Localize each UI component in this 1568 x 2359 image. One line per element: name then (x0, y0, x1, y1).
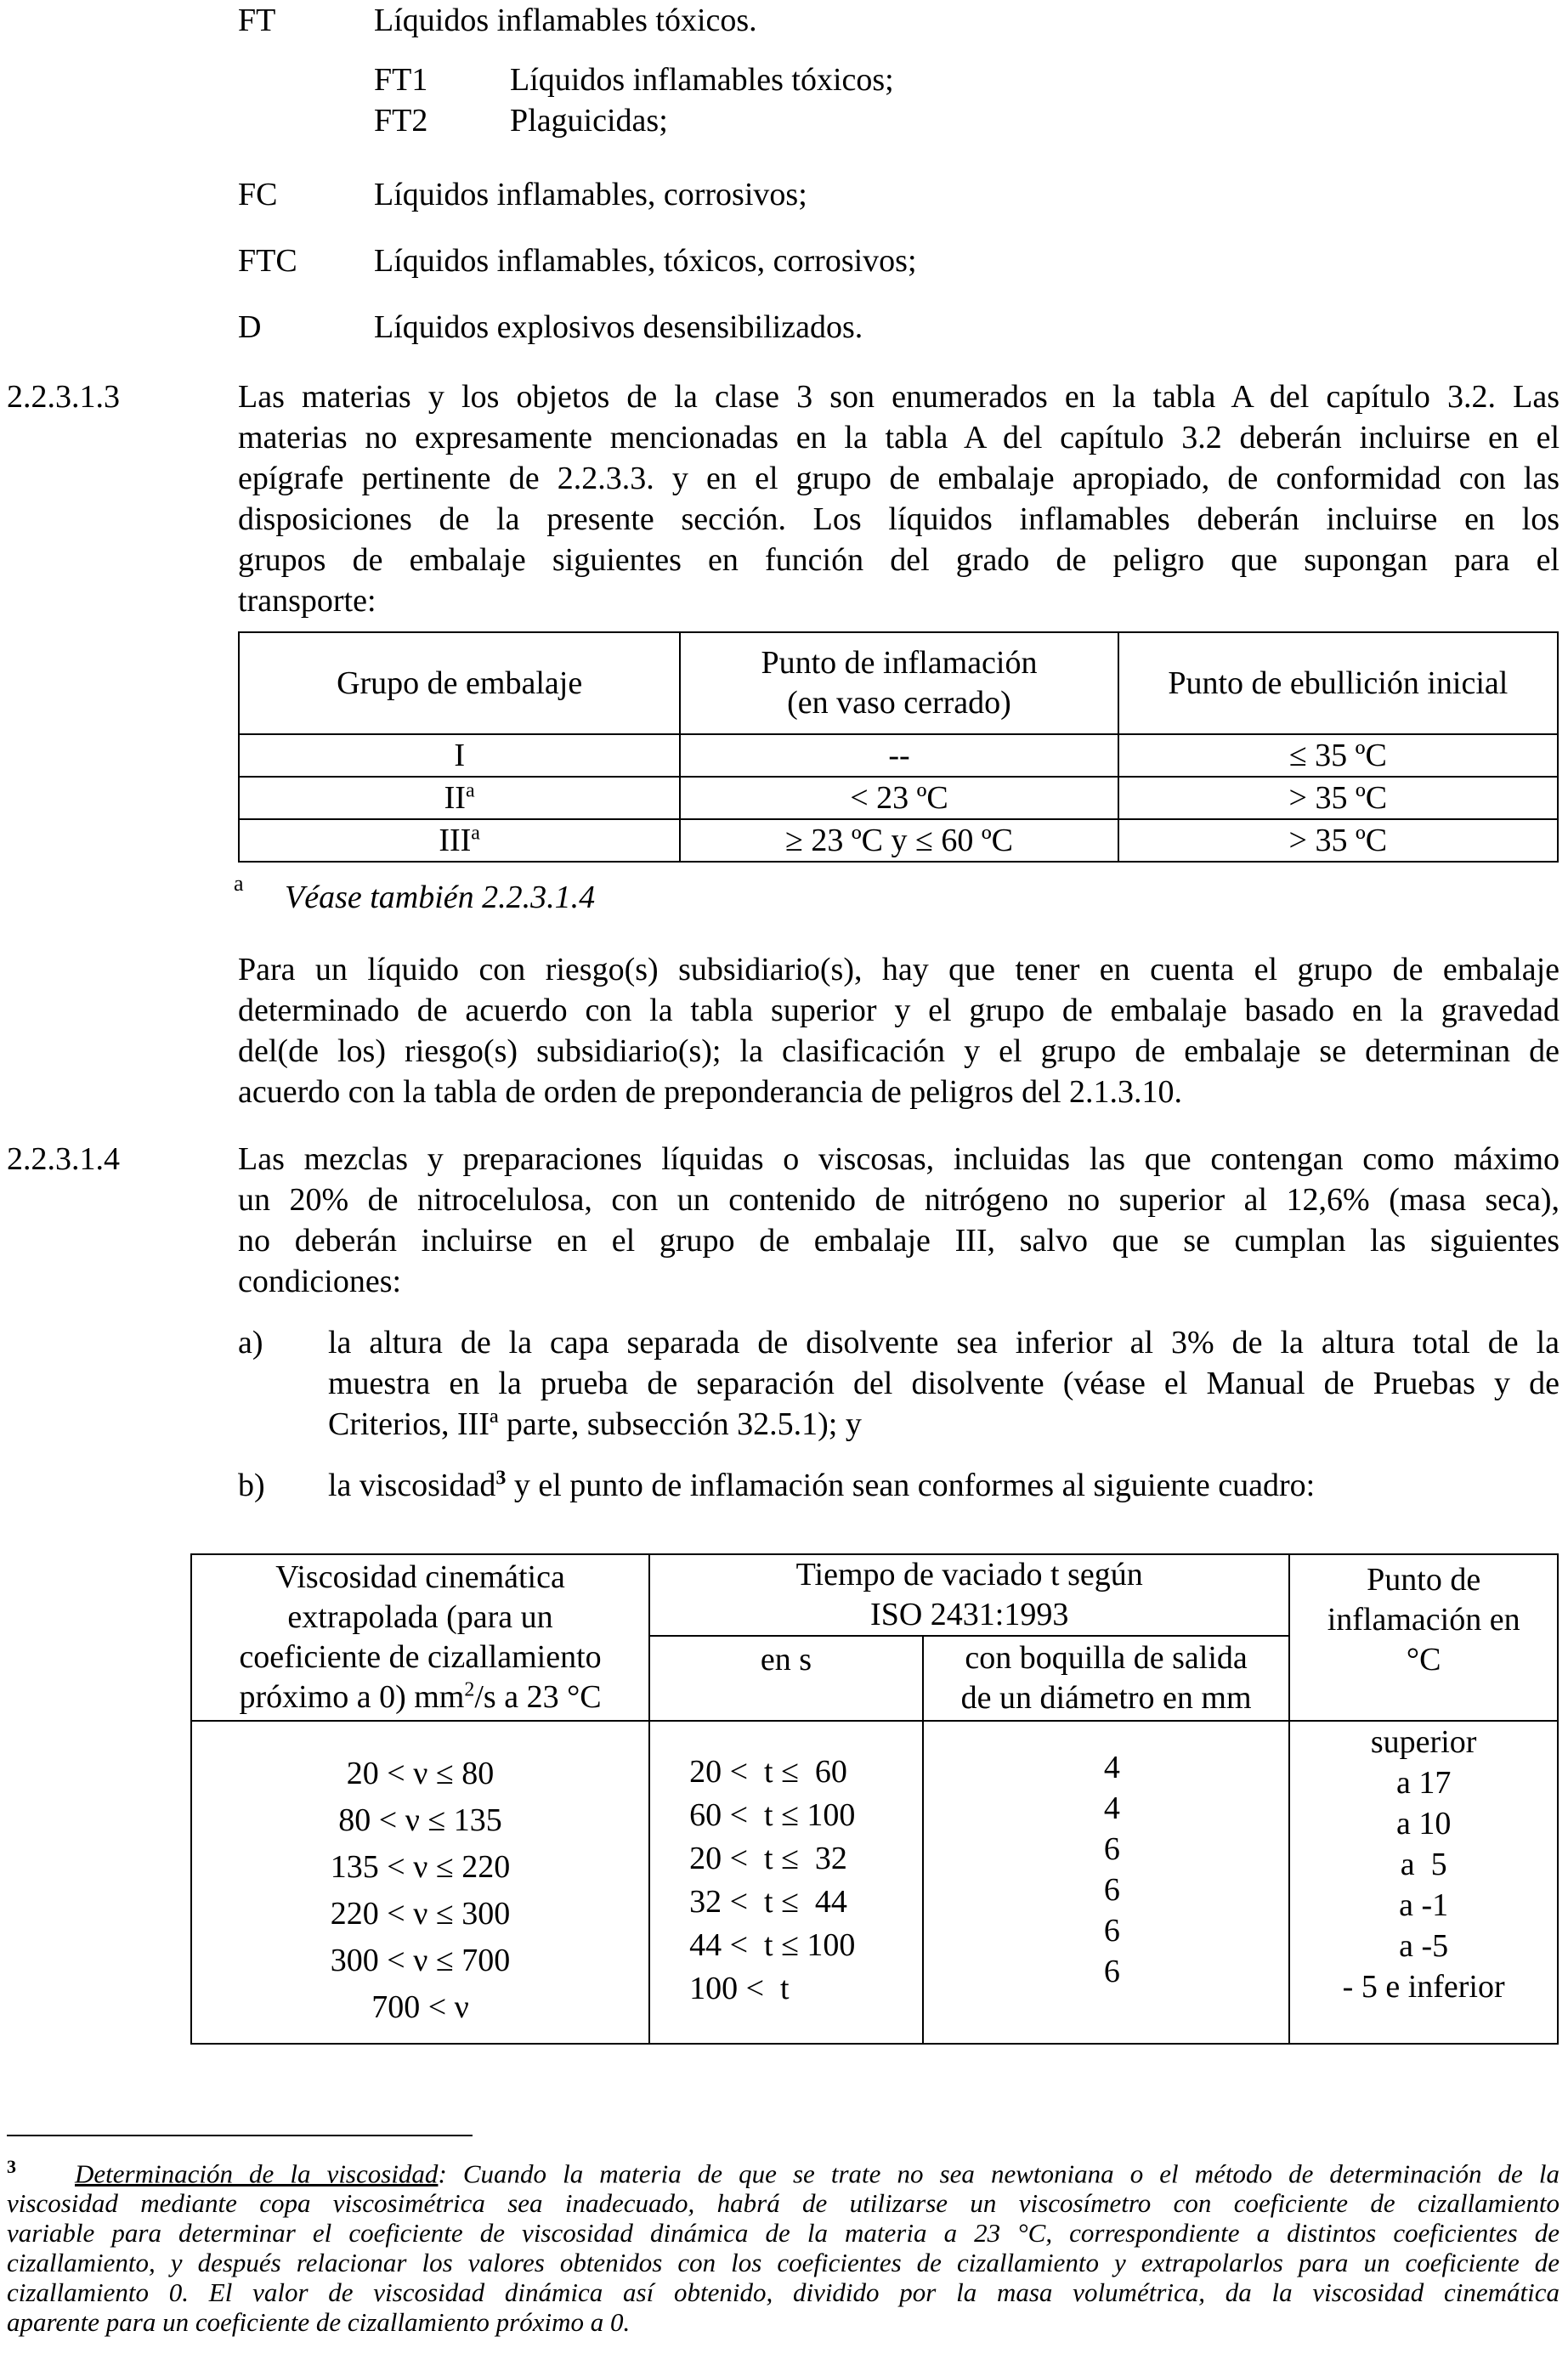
code-ft-desc: Líquidos inflamables tóxicos. (374, 3, 757, 38)
header-flash-point-line1: Punto de inflamación (761, 645, 1038, 681)
flow-time-range: 20 < t ≤ 32 (689, 1841, 847, 1876)
flow-time-range: 44 < t ≤ 100 (689, 1927, 856, 1963)
section-number-2231-3: 2.2.3.1.3 (7, 379, 120, 415)
boil-cell: > 35 ºC (1118, 777, 1558, 819)
item-b-label: b) (238, 1468, 265, 1503)
table-header-row (191, 1554, 1558, 1636)
flow-time-range: 20 < t ≤ 60 (689, 1754, 847, 1790)
flash-value: - 5 e inferior (1342, 1969, 1505, 2005)
code-ft2-desc: Plaguicidas; (510, 103, 668, 139)
text-line: Las materias y los objetos de la clase 3 son enumerados en la tabla A del capítulo 3.2. Las (238, 379, 1560, 415)
nozzle-diameters (923, 1721, 1289, 2044)
flow-time-ranges (649, 1721, 923, 2044)
footnote-line: aparente para un coeficiente de cizallamiento próximo a 0. (7, 2307, 631, 2338)
flash-value: a 10 (1395, 1806, 1452, 1841)
header-viscosity-unit-post: /s a 23 °C (474, 1679, 602, 1715)
flash-value: a -1 (1399, 1887, 1449, 1923)
flash-values (1289, 1721, 1558, 2044)
group-cell (239, 734, 680, 777)
header-flash-point-line2: (en vaso cerrado) (787, 685, 1011, 721)
subsidiary-risk-paragraph (238, 949, 1560, 1112)
flash-value: superior (1370, 1724, 1477, 1760)
header-flow-time-line: Tiempo de vaciado t según (795, 1557, 1143, 1592)
text-line: condiciones: (238, 1264, 402, 1299)
flow-time-range: 100 < t (689, 1971, 790, 2006)
header-flow-time-line: ISO 2431:1993 (870, 1597, 1069, 1632)
boil-cell: ≤ 35 ºC (1118, 734, 1558, 777)
item-b-text-pre: la viscosidad (328, 1468, 496, 1503)
code-d-desc: Líquidos explosivos desensibilizados. (374, 309, 863, 345)
text-line: determinado de acuerdo con la tabla superior y el grupo de embalaje basado en la gravedad (238, 993, 1560, 1028)
text-line: disposiciones de la presente sección. Los líquidos inflamables deberán incluirse en los (238, 501, 1560, 537)
viscosity-range: 80 < ν ≤ 135 (338, 1802, 502, 1838)
table-row (239, 819, 1558, 862)
text-line: materias no expresamente mencionadas en la tabla A del capítulo 3.2 deberán incluirse en el (238, 420, 1560, 455)
nozzle-diameter: 6 (1103, 1831, 1120, 1867)
group-cell (239, 777, 680, 819)
header-flash-point (680, 632, 1118, 734)
header-seconds: en s (649, 1636, 923, 1721)
header-flash (1289, 1554, 1558, 1721)
nozzle-diameter: 6 (1103, 1913, 1120, 1949)
item-b-text (328, 1465, 1315, 1506)
text-line: un 20% de nitrocelulosa, con un contenido de nitrógeno no superior al 12,6% (masa seca), (238, 1182, 1560, 1218)
flash-value: a 5 (1400, 1847, 1447, 1882)
item-b-text-post: y el punto de inflamación sean conformes al siguiente cuadro: (506, 1468, 1316, 1503)
note-mark: a (465, 778, 475, 801)
text-line: la altura de la capa separada de disolvente sea inferior al 3% de la altura total de la (328, 1325, 1560, 1361)
text-line: del(de los) riesgo(s) subsidiario(s); la clasificación y el grupo de embalaje se determinan de (238, 1033, 1560, 1069)
header-flow-time (649, 1554, 1289, 1636)
viscosity-range: 700 < ν (371, 1989, 469, 2025)
code-ft2: FT2 (374, 103, 428, 139)
nozzle-diameter: 6 (1103, 1872, 1120, 1908)
footnote-line: variable para determinar el coeficiente de viscosidad dinámica de la materia a 23 °C, correspondiente a distintos coeficientes de (7, 2218, 1560, 2249)
code-ft1: FT1 (374, 62, 428, 98)
footnote-title: Determinación de la viscosidad (75, 2158, 439, 2189)
footnote-line: viscosidad mediante copa viscosimétrica sea inadecuado, habrá de utilizarse un viscosímetro con coeficiente de cizallamiento (7, 2188, 1560, 2219)
section-2231-4-text (238, 1139, 1560, 1302)
section-2231-3-text (238, 376, 1560, 621)
superscript: 2 (464, 1678, 475, 1701)
footnote-line: cizallamiento 0. El valor de viscosidad dinámica así obtenido, dividido por la masa volumétrica, da la viscosidad cinemática (7, 2277, 1560, 2308)
flash-value: a -5 (1399, 1928, 1449, 1964)
flash-cell: ≥ 23 ºC y ≤ 60 ºC (680, 819, 1118, 862)
nozzle-diameter: 4 (1103, 1790, 1120, 1826)
header-flash-line: inflamación en (1327, 1602, 1520, 1638)
viscosity-ranges (191, 1721, 649, 2044)
code-fc: FC (238, 177, 278, 212)
group-value: I (454, 737, 465, 773)
text-line: Para un líquido con riesgo(s) subsidiario(s), hay que tener en cuenta el grupo de embalaje (238, 952, 1560, 987)
header-flash-line: Punto de (1367, 1562, 1481, 1598)
flash-cell: < 23 ºC (680, 777, 1118, 819)
flash-cell: -- (680, 734, 1118, 777)
footnote-text: : Cuando la materia de que se trate no sea newtoniana o el método de determinación de la (438, 2158, 1560, 2189)
footnote-line: cizallamiento, y después relacionar los valores obtenidos con los coeficientes de cizallamiento y extrapolarlos para un coeficiente de (7, 2248, 1560, 2278)
table-header-row (239, 632, 1558, 734)
viscosity-range: 220 < ν ≤ 300 (330, 1896, 511, 1932)
header-nozzle-line: con boquilla de salida (965, 1640, 1248, 1676)
footnote-separator (7, 2135, 473, 2136)
table-note-mark: a (234, 871, 244, 896)
section-number-2231-4: 2.2.3.1.4 (7, 1141, 120, 1177)
header-viscosity-line: extrapolada (para un (287, 1599, 553, 1635)
viscosity-range: 300 < ν ≤ 700 (330, 1943, 511, 1978)
header-nozzle (923, 1636, 1289, 1721)
footnote-mark: 3 (7, 2156, 16, 2177)
nozzle-diameter: 4 (1103, 1750, 1120, 1785)
text-line: transporte: (238, 583, 376, 619)
text-line: no deberán incluirse en el grupo de embalaje III, salvo que se cumplan las siguientes (238, 1223, 1560, 1259)
note-mark: a (471, 821, 480, 844)
code-ft1-desc: Líquidos inflamables tóxicos; (510, 62, 894, 98)
code-ft: FT (238, 3, 276, 38)
footnote (7, 2152, 1560, 2337)
footnote-line-1 (7, 2152, 1560, 2188)
header-flash-line: °C (1406, 1642, 1441, 1677)
flow-time-range: 32 < t ≤ 44 (689, 1884, 847, 1920)
flash-value: a 17 (1395, 1765, 1452, 1801)
code-d: D (238, 309, 262, 345)
flow-time-range: 60 < t ≤ 100 (689, 1797, 856, 1833)
text-line: grupos de embalaje siguientes en función del grado de peligro que supongan para el (238, 542, 1560, 578)
header-viscosity (191, 1554, 649, 1721)
text-line: muestra en la prueba de separación del disolvente (véase el Manual de Pruebas y de (328, 1366, 1560, 1401)
item-a-text (328, 1322, 1560, 1445)
header-nozzle-line: de un diámetro en mm (960, 1680, 1252, 1716)
table-body-row (191, 1721, 1558, 2044)
text-line: epígrafe pertinente de 2.2.3.3. y en el grupo de embalaje apropiado, de conformidad con las (238, 461, 1560, 496)
header-viscosity-unit-pre: próximo a 0) mm (239, 1679, 465, 1715)
group-value: III (439, 822, 472, 858)
table-row (239, 777, 1558, 819)
viscosity-range: 20 < ν ≤ 80 (346, 1756, 495, 1791)
code-ftc-desc: Líquidos inflamables, tóxicos, corrosivos; (374, 243, 917, 279)
footnote-ref: 3 (495, 1467, 507, 1490)
header-viscosity-line: Viscosidad cinemática (275, 1559, 565, 1595)
header-packing-group: Grupo de embalaje (239, 632, 680, 734)
header-viscosity-line (192, 1677, 648, 1717)
table-note-text: Véase también 2.2.3.1.4 (285, 880, 596, 915)
code-ftc: FTC (238, 243, 297, 279)
code-fc-desc: Líquidos inflamables, corrosivos; (374, 177, 807, 212)
viscosity-table (190, 1553, 1559, 2045)
header-boiling-point: Punto de ebullición inicial (1118, 632, 1558, 734)
nozzle-diameter: 6 (1103, 1954, 1120, 1989)
group-value: II (444, 779, 466, 816)
table-row (239, 734, 1558, 777)
text-line: Las mezclas y preparaciones líquidas o viscosas, incluidas las que contengan como máximo (238, 1141, 1560, 1177)
text-line: Criterios, IIIª parte, subsección 32.5.1); y (328, 1406, 862, 1442)
packing-group-table (238, 631, 1559, 863)
item-a-label: a) (238, 1325, 263, 1361)
text-line: acuerdo con la tabla de orden de preponderancia de peligros del 2.1.3.10. (238, 1074, 1183, 1110)
viscosity-range: 135 < ν ≤ 220 (330, 1849, 511, 1885)
boil-cell: > 35 ºC (1118, 819, 1558, 862)
group-cell (239, 819, 680, 862)
header-viscosity-line: coeficiente de cizallamiento (239, 1639, 602, 1675)
